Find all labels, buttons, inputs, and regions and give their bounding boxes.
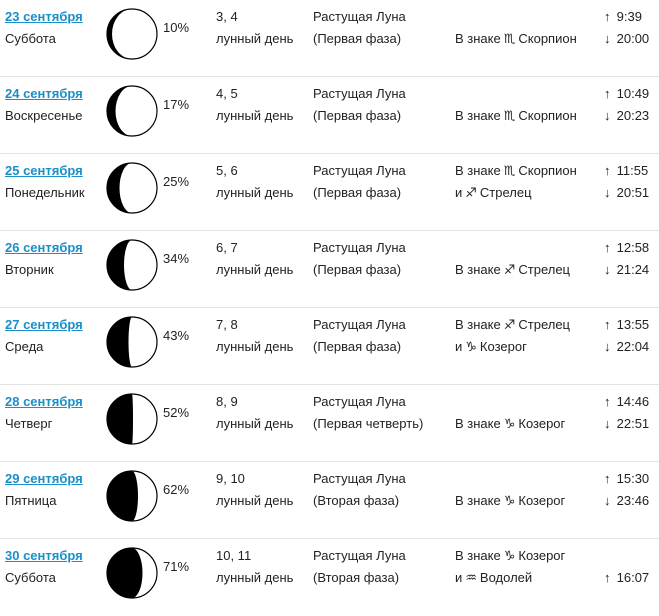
zodiac-cell	[455, 160, 577, 204]
moon-phase-icon	[104, 314, 160, 370]
date-link[interactable]: 29 сентября	[5, 471, 83, 486]
moon-phase-icon	[104, 545, 160, 601]
weekday-label: Вторник	[5, 262, 54, 277]
moonrise-line	[604, 83, 649, 105]
zodiac-sign-icon: ♏	[503, 108, 516, 123]
moon-phase-icon	[104, 391, 160, 447]
moonrise-moonset-cell	[604, 237, 649, 281]
zodiac-cell	[455, 413, 565, 435]
weekday-label: Среда	[5, 339, 44, 354]
date-cell	[5, 160, 105, 204]
lunar-day-numbers: 4, 5	[216, 86, 238, 101]
arrow-up-icon: ↑	[604, 471, 611, 486]
phase-cell	[313, 160, 406, 204]
lunar-day-numbers: 9, 10	[216, 471, 245, 486]
weekday-label: Понедельник	[5, 185, 85, 200]
lunar-day-label: лунный день	[216, 31, 294, 46]
arrow-up-icon: ↑	[604, 9, 611, 24]
moonset-time: 21:24	[616, 262, 650, 277]
arrow-down-icon: ↓	[604, 31, 611, 46]
zodiac-cell	[455, 259, 570, 281]
zodiac-sign-name: Стрелец	[518, 262, 571, 277]
phase-name: Растущая Луна	[313, 548, 406, 563]
zodiac-line	[455, 28, 577, 50]
lunar-day-cell	[216, 391, 293, 435]
moonrise-line	[604, 160, 649, 182]
zodiac-sign-icon: ♏	[503, 31, 516, 46]
phase-detail: (Первая четверть)	[313, 416, 424, 431]
moonrise-time: 9:39	[616, 9, 642, 24]
arrow-down-icon: ↓	[604, 185, 611, 200]
moonset-line	[604, 28, 649, 50]
moonrise-line	[604, 468, 649, 490]
arrow-up-icon: ↑	[604, 86, 611, 101]
zodiac-cell	[455, 545, 565, 589]
moonset-line	[604, 490, 649, 512]
moonrise-line	[604, 237, 649, 259]
zodiac-line	[455, 413, 565, 435]
lunar-day-cell	[216, 468, 293, 512]
zodiac-line	[455, 567, 565, 589]
illumination-percent: 71%	[163, 559, 190, 574]
moonrise-line	[604, 567, 649, 589]
arrow-up-icon: ↑	[604, 394, 611, 409]
moon-shadow	[107, 548, 142, 598]
arrow-down-icon: ↓	[604, 339, 611, 354]
illumination-percent: 62%	[163, 482, 190, 497]
zodiac-line	[455, 259, 570, 281]
arrow-down-icon: ↓	[604, 262, 611, 277]
date-cell	[5, 468, 105, 512]
lunar-day-label: лунный день	[216, 262, 294, 277]
zodiac-cell	[455, 490, 565, 512]
phase-name: Растущая Луна	[313, 394, 406, 409]
table-row	[0, 308, 659, 385]
zodiac-line	[455, 105, 577, 127]
lunar-day-cell	[216, 83, 293, 127]
lunar-day-cell	[216, 314, 293, 358]
moon-phase-icon	[104, 6, 160, 62]
lunar-day-cell	[216, 237, 293, 281]
phase-name: Растущая Луна	[313, 86, 406, 101]
date-link[interactable]: 26 сентября	[5, 240, 83, 255]
illumination-percent: 10%	[163, 20, 190, 35]
arrow-up-icon: ↑	[604, 240, 611, 255]
lunar-day-numbers: 7, 8	[216, 317, 238, 332]
lunar-day-numbers: 10, 11	[216, 548, 252, 563]
date-cell	[5, 314, 105, 358]
lunar-day-label: лунный день	[216, 339, 294, 354]
moonrise-time: 12:58	[616, 240, 650, 255]
zodiac-prefix: В знаке	[455, 108, 501, 123]
table-row	[0, 0, 659, 77]
moon-phase	[104, 83, 160, 139]
lunar-day-label: лунный день	[216, 570, 294, 585]
lunar-day-cell	[216, 160, 293, 204]
lunar-day-numbers: 6, 7	[216, 240, 238, 255]
phase-cell	[313, 237, 406, 281]
phase-name: Растущая Луна	[313, 240, 406, 255]
zodiac-sign-icon: ♑	[503, 493, 516, 508]
table-row	[0, 539, 659, 616]
moonrise-moonset-cell	[604, 314, 649, 358]
moonrise-moonset-cell	[604, 567, 649, 589]
date-cell	[5, 83, 105, 127]
phase-cell	[313, 314, 406, 358]
zodiac-prefix: и	[455, 570, 463, 585]
moonrise-moonset-cell	[604, 6, 649, 50]
moonset-time: 20:00	[616, 31, 650, 46]
zodiac-prefix: и	[455, 185, 463, 200]
moon-phase-icon	[104, 83, 160, 139]
moonrise-line	[604, 391, 649, 413]
weekday-label: Четверг	[5, 416, 53, 431]
moon-shadow	[107, 394, 133, 444]
illumination-percent: 43%	[163, 328, 190, 343]
moon-phase	[104, 237, 160, 293]
phase-name: Растущая Луна	[313, 471, 406, 486]
lunar-day-numbers: 5, 6	[216, 163, 238, 178]
zodiac-line	[455, 490, 565, 512]
arrow-down-icon: ↓	[604, 108, 611, 123]
lunar-day-label: лунный день	[216, 108, 294, 123]
moon-phase-icon	[104, 237, 160, 293]
zodiac-line	[455, 336, 570, 358]
zodiac-sign-name: Водолей	[479, 570, 533, 585]
moonset-line	[604, 413, 649, 435]
zodiac-line	[455, 182, 577, 204]
moonrise-time: 10:49	[616, 86, 650, 101]
illumination-percent: 25%	[163, 174, 190, 189]
zodiac-sign-icon: ♑	[503, 548, 516, 563]
phase-cell	[313, 391, 423, 435]
zodiac-prefix: В знаке	[455, 163, 501, 178]
zodiac-sign-icon: ♒	[465, 570, 477, 585]
zodiac-prefix: В знаке	[455, 317, 501, 332]
phase-detail: (Первая фаза)	[313, 339, 402, 354]
zodiac-sign-icon: ♐	[503, 317, 516, 332]
zodiac-sign-name: Стрелец	[479, 185, 532, 200]
phase-detail: (Первая фаза)	[313, 31, 402, 46]
weekday-label: Суббота	[5, 570, 56, 585]
moonset-line	[604, 105, 649, 127]
moonset-time: 20:23	[616, 108, 650, 123]
phase-detail: (Первая фаза)	[313, 185, 402, 200]
moon-phase-icon	[104, 160, 160, 216]
lunar-day-cell	[216, 6, 293, 50]
date-link[interactable]: 30 сентября	[5, 548, 83, 563]
moonset-time: 20:51	[616, 185, 650, 200]
moonset-line	[604, 182, 649, 204]
zodiac-sign-name: Козерог	[518, 416, 566, 431]
moonrise-time: 16:07	[616, 570, 650, 585]
lunar-day-label: лунный день	[216, 416, 294, 431]
moonrise-moonset-cell	[604, 391, 649, 435]
phase-name: Растущая Луна	[313, 317, 406, 332]
zodiac-sign-icon: ♑	[465, 339, 477, 354]
illumination-percent: 34%	[163, 251, 190, 266]
phase-detail: (Первая фаза)	[313, 262, 402, 277]
moonset-line	[604, 336, 649, 358]
lunar-day-cell	[216, 545, 293, 589]
date-link[interactable]: 27 сентября	[5, 317, 83, 332]
moonrise-time: 13:55	[616, 317, 650, 332]
weekday-label: Воскресенье	[5, 108, 83, 123]
phase-detail: (Вторая фаза)	[313, 493, 400, 508]
zodiac-prefix: В знаке	[455, 548, 501, 563]
moon-shadow	[107, 317, 132, 367]
moonset-time: 22:04	[616, 339, 650, 354]
table-row	[0, 385, 659, 462]
zodiac-prefix: В знаке	[455, 493, 501, 508]
lunar-day-numbers: 3, 4	[216, 9, 238, 24]
phase-cell	[313, 468, 406, 512]
illumination-percent: 17%	[163, 97, 190, 112]
phase-detail: (Вторая фаза)	[313, 570, 400, 585]
zodiac-line	[455, 314, 570, 336]
moonset-line	[604, 259, 649, 281]
arrow-up-icon: ↑	[604, 163, 611, 178]
phase-detail: (Первая фаза)	[313, 108, 402, 123]
zodiac-cell	[455, 105, 577, 127]
date-cell	[5, 6, 105, 50]
moonrise-line	[604, 314, 649, 336]
moonrise-moonset-cell	[604, 83, 649, 127]
moonset-time: 23:46	[616, 493, 650, 508]
weekday-label: Суббота	[5, 31, 56, 46]
moon-phase	[104, 468, 160, 524]
zodiac-sign-name: Скорпион	[518, 31, 577, 46]
zodiac-cell	[455, 28, 577, 50]
zodiac-sign-name: Козерог	[518, 548, 566, 563]
date-link[interactable]: 28 сентября	[5, 394, 83, 409]
weekday-label: Пятница	[5, 493, 57, 508]
phase-cell	[313, 6, 406, 50]
lunar-day-label: лунный день	[216, 185, 294, 200]
zodiac-line	[455, 160, 577, 182]
moonrise-time: 11:55	[616, 163, 649, 178]
zodiac-prefix: В знаке	[455, 416, 501, 431]
zodiac-prefix: В знаке	[455, 262, 501, 277]
moon-phase	[104, 391, 160, 447]
zodiac-sign-icon: ♐	[465, 185, 477, 200]
phase-name: Растущая Луна	[313, 9, 406, 24]
arrow-up-icon: ↑	[604, 570, 611, 585]
phase-cell	[313, 545, 406, 589]
zodiac-sign-icon: ♑	[503, 416, 516, 431]
moon-phase	[104, 160, 160, 216]
zodiac-sign-icon: ♐	[503, 262, 516, 277]
moon-phase-icon	[104, 468, 160, 524]
zodiac-sign-name: Стрелец	[518, 317, 571, 332]
table-row	[0, 154, 659, 231]
zodiac-prefix: В знаке	[455, 31, 501, 46]
date-link[interactable]: 24 сентября	[5, 86, 83, 101]
date-cell	[5, 391, 105, 435]
moonrise-moonset-cell	[604, 160, 649, 204]
zodiac-sign-name: Скорпион	[518, 163, 577, 178]
table-row	[0, 231, 659, 308]
date-link[interactable]: 23 сентября	[5, 9, 83, 24]
date-cell	[5, 545, 105, 589]
lunar-day-label: лунный день	[216, 493, 294, 508]
date-cell	[5, 237, 105, 281]
moonrise-time: 15:30	[616, 471, 650, 486]
zodiac-sign-name: Скорпион	[518, 108, 577, 123]
arrow-down-icon: ↓	[604, 416, 611, 431]
arrow-down-icon: ↓	[604, 493, 611, 508]
moonset-time: 22:51	[616, 416, 650, 431]
zodiac-line	[455, 545, 565, 567]
moon-phase	[104, 545, 160, 601]
zodiac-sign-name: Козерог	[479, 339, 527, 354]
moon-phase	[104, 6, 160, 62]
zodiac-sign-icon: ♏	[503, 163, 516, 178]
table-row	[0, 462, 659, 539]
zodiac-sign-name: Козерог	[518, 493, 566, 508]
moon-phase	[104, 314, 160, 370]
phase-cell	[313, 83, 406, 127]
moonrise-line	[604, 6, 649, 28]
date-link[interactable]: 25 сентября	[5, 163, 83, 178]
phase-name: Растущая Луна	[313, 163, 406, 178]
arrow-up-icon: ↑	[604, 317, 611, 332]
table-row	[0, 77, 659, 154]
moonrise-moonset-cell	[604, 468, 649, 512]
zodiac-cell	[455, 314, 570, 358]
moonrise-time: 14:46	[616, 394, 650, 409]
lunar-day-numbers: 8, 9	[216, 394, 238, 409]
zodiac-prefix: и	[455, 339, 463, 354]
moon-shadow	[107, 471, 138, 521]
illumination-percent: 52%	[163, 405, 190, 420]
